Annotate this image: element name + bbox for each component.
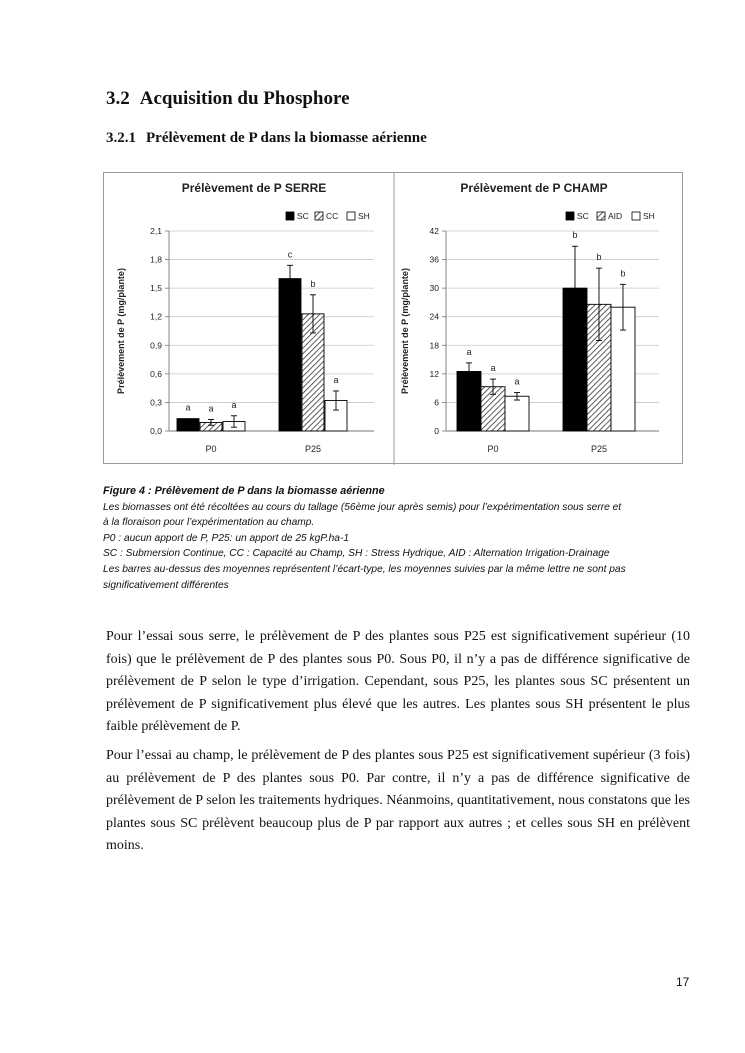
chart2-ytick-label: 18: [429, 340, 439, 351]
section-title: Acquisition du Phosphore: [139, 88, 350, 109]
chart1-category-label: P0: [205, 444, 217, 454]
chart1-bar-sc-p25: [279, 279, 301, 431]
caption-line-2: à la floraison pour l’expérimentation au champ.: [103, 517, 315, 529]
chart2-legend-label: SC: [577, 211, 589, 221]
chart2-title: Prélèvement de P CHAMP: [460, 181, 608, 195]
chart1-significance-letter: b: [310, 278, 316, 289]
chart1-significance-letter: c: [287, 249, 293, 260]
chart2-category-label: P25: [590, 444, 608, 454]
section-number: 3.2: [106, 88, 130, 109]
chart2-significance-letter: b: [620, 268, 626, 279]
caption-line-6: significativement différentes: [103, 579, 229, 591]
caption-line-4: SC : Submersion Continue, CC : Capacité au Champ, SH : Stress Hydrique, AID : Alternation Irrigation-Drainage: [103, 548, 610, 560]
chart2-ytick-label: 24: [429, 311, 439, 322]
subsection-title: Prélèvement de P dans la biomasse aérienne: [146, 130, 427, 146]
chart1-ytick-label: 1,8: [150, 254, 162, 265]
page-number: 17: [676, 975, 690, 989]
chart2-bar-sh-p0: [505, 396, 529, 431]
chart2-significance-letter: a: [514, 376, 520, 387]
chart2-category-label: P0: [487, 444, 499, 454]
chart2-legend-swatch: [566, 212, 574, 220]
chart1-significance-letter: a: [231, 399, 237, 410]
caption-title: Figure 4 : Prélèvement de P dans la biomasse aérienne: [103, 485, 385, 497]
chart2-ylabel: Prélèvement de P (mg/plante): [400, 268, 410, 394]
chart1-ytick-label: 0,6: [150, 368, 162, 379]
chart2-significance-letter: a: [490, 363, 496, 374]
chart1-legend-label: CC: [326, 211, 339, 221]
chart1-category-label: P25: [304, 444, 322, 454]
chart2-legend-swatch: [632, 212, 640, 220]
chart1-ytick-label: 0,0: [150, 426, 162, 436]
chart1-ytick-label: 1,2: [150, 311, 162, 322]
chart1-legend-swatch: [315, 212, 323, 220]
paragraph-champ: Pour l’essai au champ, le prélèvement de P des plantes sous P25 est significativement supérieur (3 fois) au prélèvement de P des plantes sous P0. Par contre, il n’y a pas de différence significative de prélèvement de P selon les traitements hydriques. Néanmoins, quantitativement, nous constatons que les plantes sous SC prélèvent beaucoup plus de P par rapport aux autres ; et celles sous SH en prélèvent moins.: [106, 748, 690, 854]
chart1-ylabel: Prélèvement de P (mg/plante): [116, 268, 126, 394]
chart1-significance-letter: a: [208, 403, 214, 414]
chart1-significance-letter: a: [333, 375, 339, 385]
chart1-legend-label: SH: [358, 211, 370, 221]
figure-4-charts: [104, 173, 684, 465]
caption-line-1: Les biomasses ont été récoltées au cours du tallage (56ème jour après semis) pour l’expérimentation sous serre et: [103, 501, 622, 513]
chart2-ytick-label: 30: [429, 283, 439, 294]
chart2-legend-label: SH: [643, 211, 655, 221]
chart1-ytick-label: 1,5: [150, 283, 162, 294]
chart2-ytick-label: 6: [434, 397, 439, 408]
chart2-significance-letter: b: [572, 230, 578, 241]
caption-line-3: P0 : aucun apport de P, P25: un apport de 25 kgP.ha-1: [103, 532, 350, 544]
subsection-number: 3.2.1: [106, 130, 136, 146]
chart1-ytick-label: 0,9: [150, 340, 162, 351]
chart1-title: Prélèvement de P SERRE: [181, 181, 327, 195]
chart2-ytick-label: 36: [429, 254, 439, 265]
chart2-ytick-label: 0: [434, 426, 439, 436]
chart2-ytick-label: 42: [429, 226, 439, 236]
chart2-significance-letter: a: [466, 346, 472, 357]
chart1-legend-swatch: [286, 212, 294, 220]
chart1-bar-sc-p0: [177, 419, 199, 431]
chart1-significance-letter: a: [185, 402, 191, 413]
figure-caption: [103, 484, 693, 593]
chart2-significance-letter: b: [596, 252, 602, 263]
chart2-legend-label: AID: [608, 211, 623, 221]
chart2-legend-swatch: [597, 212, 605, 220]
subsection-heading: [106, 130, 427, 147]
paragraph-serre: Pour l’essai sous serre, le prélèvement de P des plantes sous P25 est significativement supérieur (10 fois) que le prélèvement de P des plantes sous P0. Sous P0, il n’y a pas de différence significative de prélèvement de P selon le type d’irrigation. Cependant, sous P25, les plantes sous SC présentent un prélèvement de P significativement plus élevé que les autres. Les plantes sous SH présentent le plus faible prélèvement de P.: [106, 629, 690, 735]
chart1-legend-label: SC: [297, 211, 309, 221]
section-heading: [106, 88, 350, 110]
chart1-ytick-label: 2,1: [150, 226, 162, 236]
chart1-legend-swatch: [347, 212, 355, 220]
caption-line-5: Les barres au-dessus des moyennes représentent l’écart-type, les moyennes suivies par la même lettre ne sont pas: [103, 563, 626, 575]
figure-4-box: [103, 172, 683, 464]
chart2-ytick-label: 12: [429, 368, 439, 379]
chart1-ytick-label: 0,3: [150, 397, 162, 408]
